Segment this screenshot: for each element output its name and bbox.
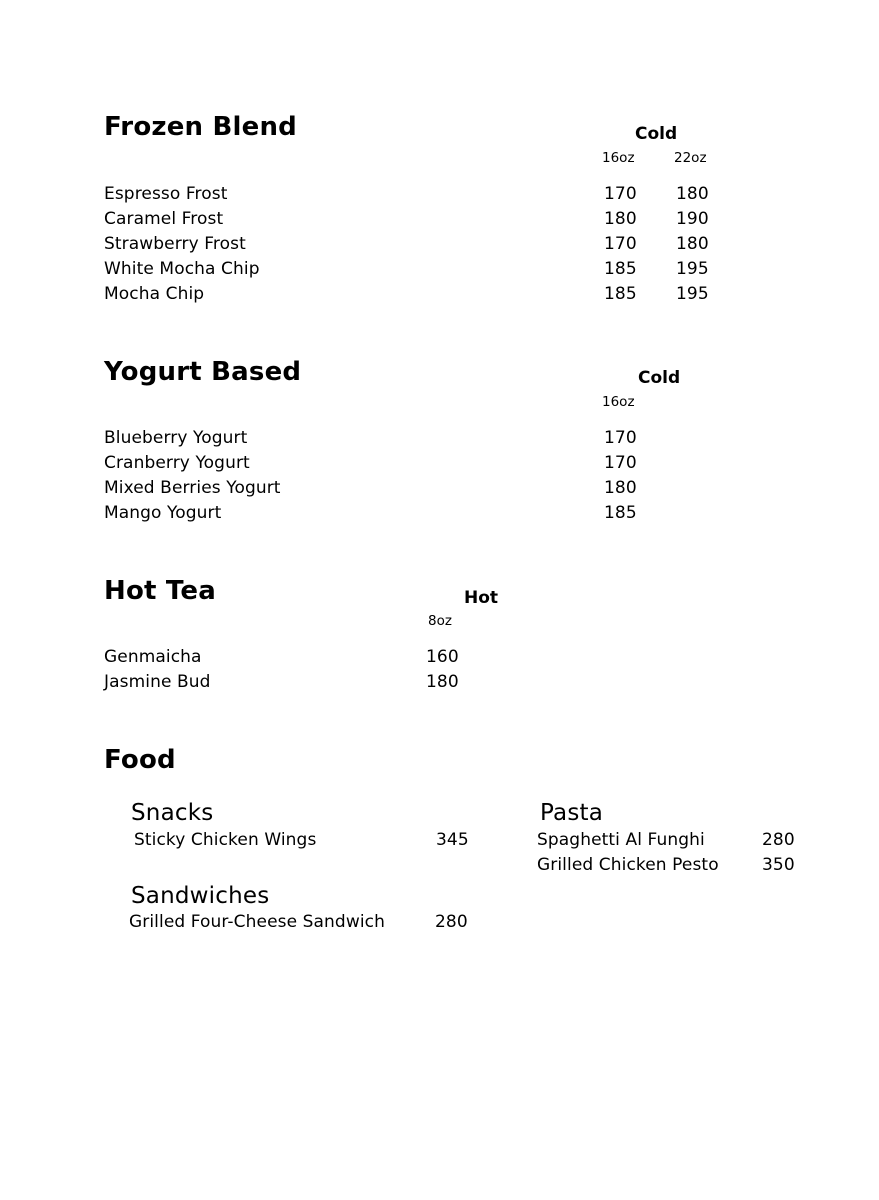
menu-item-price: 185 <box>604 284 637 304</box>
menu-item-name: Grilled Chicken Pesto <box>537 855 719 875</box>
menu-item-price: 350 <box>762 855 795 875</box>
frozen-blend-size-22oz: 22oz <box>674 150 707 166</box>
menu-item-price: 195 <box>676 284 709 304</box>
menu-item-name: Espresso Frost <box>104 184 228 204</box>
menu-item-name: Sticky Chicken Wings <box>134 830 317 850</box>
frozen-blend-size-16oz: 16oz <box>602 150 635 166</box>
hot-tea-title: Hot Tea <box>104 576 216 606</box>
menu-item-price: 160 <box>426 647 459 667</box>
menu-item-name: Spaghetti Al Funghi <box>537 830 705 850</box>
food-title: Food <box>104 745 176 775</box>
menu-item-price: 180 <box>426 672 459 692</box>
menu-item-price: 170 <box>604 453 637 473</box>
yogurt-based-temp-label: Cold <box>638 368 681 388</box>
yogurt-based-size-16oz: 16oz <box>602 394 635 410</box>
hot-tea-size-8oz: 8oz <box>428 613 452 629</box>
menu-item-name: Mango Yogurt <box>104 503 222 523</box>
menu-item-price: 170 <box>604 184 637 204</box>
menu-item-name: Grilled Four-Cheese Sandwich <box>129 912 385 932</box>
menu-item-price: 170 <box>604 234 637 254</box>
menu-item-price: 195 <box>676 259 709 279</box>
frozen-blend-title: Frozen Blend <box>104 112 297 142</box>
menu-item-name: Blueberry Yogurt <box>104 428 248 448</box>
menu-item-name: Mixed Berries Yogurt <box>104 478 281 498</box>
menu-item-price: 185 <box>604 259 637 279</box>
menu-item-price: 185 <box>604 503 637 523</box>
menu-item-name: Strawberry Frost <box>104 234 246 254</box>
menu-item-name: Cranberry Yogurt <box>104 453 250 473</box>
menu-item-price: 280 <box>435 912 468 932</box>
menu-item-price: 345 <box>436 830 469 850</box>
snacks-subheading: Snacks <box>131 800 214 826</box>
menu-item-price: 280 <box>762 830 795 850</box>
menu-item-price: 180 <box>604 478 637 498</box>
yogurt-based-title: Yogurt Based <box>104 357 302 387</box>
menu-item-name: Genmaicha <box>104 647 202 667</box>
menu-item-price: 180 <box>604 209 637 229</box>
frozen-blend-temp-label: Cold <box>635 124 678 144</box>
menu-item-price: 180 <box>676 234 709 254</box>
menu-item-name: White Mocha Chip <box>104 259 260 279</box>
menu-item-name: Caramel Frost <box>104 209 224 229</box>
pasta-subheading: Pasta <box>540 800 604 826</box>
menu-item-name: Mocha Chip <box>104 284 205 304</box>
hot-tea-temp-label: Hot <box>464 588 499 608</box>
menu-item-price: 170 <box>604 428 637 448</box>
sandwiches-subheading: Sandwiches <box>131 883 270 909</box>
menu-item-price: 190 <box>676 209 709 229</box>
menu-item-price: 180 <box>676 184 709 204</box>
menu-item-name: Jasmine Bud <box>104 672 211 692</box>
